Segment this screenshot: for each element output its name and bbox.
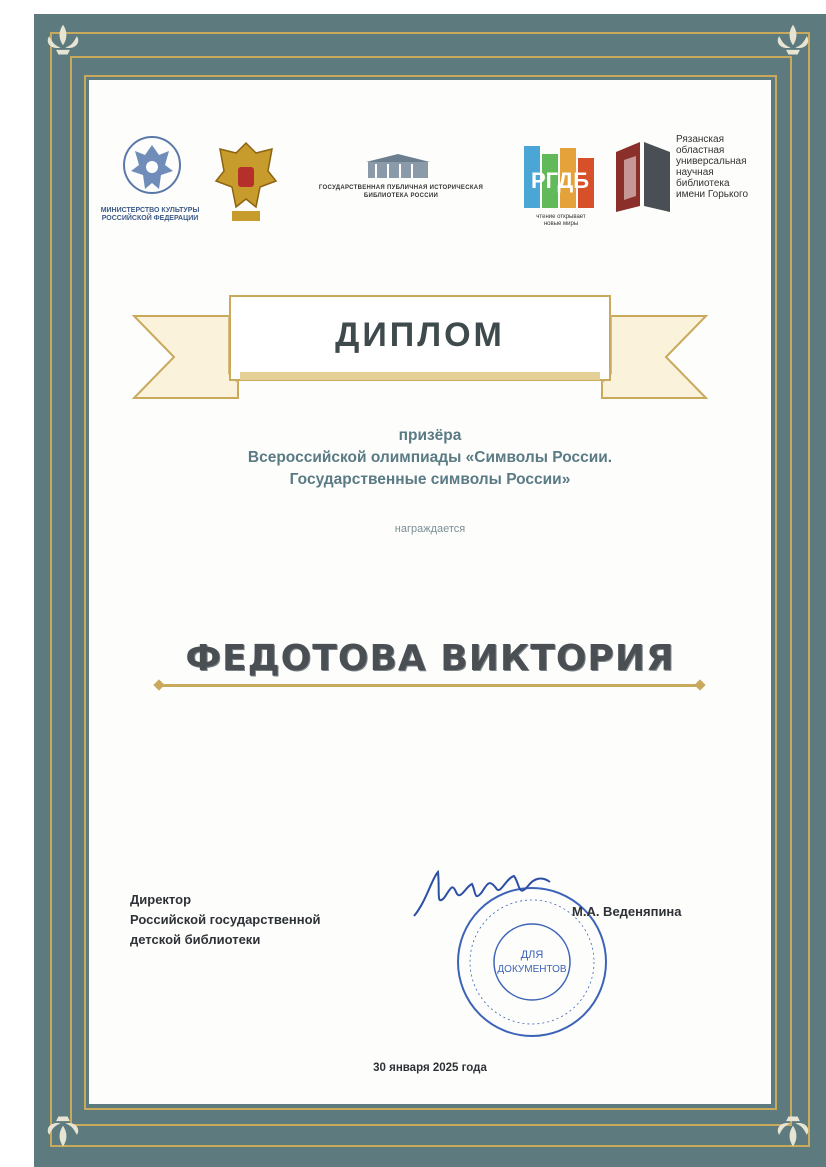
library-building-icon: [362, 152, 434, 180]
coat-of-arms-logo: [210, 137, 282, 225]
ryazan-line-3: универсальная: [676, 156, 747, 167]
recipient-underline: [160, 684, 700, 687]
fleur-de-lis-icon: [40, 20, 86, 66]
rgdb-logo: [520, 140, 602, 230]
signatory-name: М.А. Веденяпина: [572, 904, 682, 919]
ryazan-line-5: библиотека: [676, 178, 730, 189]
coat-of-arms-icon: [210, 137, 282, 225]
fleur-de-lis-icon: [40, 1105, 86, 1151]
ministry-text-line2: РОССИЙСКОЙ ФЕДЕРАЦИИ: [101, 215, 199, 222]
stamp-center-line1: ДЛЯ: [520, 949, 544, 961]
eagle-emblem-icon: [117, 135, 187, 205]
historical-library-text-line2: БИБЛИОТЕКА РОССИИ: [363, 193, 439, 199]
rgdb-logo-icon: [520, 140, 600, 212]
diploma-line-3: Государственные символы России»: [289, 471, 571, 488]
recipient-name: ФЕДОТОВА ВИКТОРИЯ: [185, 638, 675, 679]
frame-border-inner: [84, 75, 777, 1110]
rgdb-caption-line1: чтение открывает: [536, 214, 586, 220]
rgdb-logo-text: РГДБ: [530, 168, 590, 193]
issue-date: 30 января 2025 года: [373, 1062, 487, 1074]
director-title-line2: Российской государственной: [130, 912, 321, 927]
historical-library-logo: [290, 152, 512, 207]
awarded-label: награждается: [394, 523, 466, 535]
fleur-de-lis-icon: [770, 1105, 816, 1151]
ministry-logo: [95, 135, 205, 230]
ministry-text-line1: МИНИСТЕРСТВО КУЛЬТУРЫ: [100, 207, 200, 214]
ryazan-line-2: областная: [676, 145, 725, 156]
diploma-title: ДИПЛОМ: [335, 316, 505, 354]
rgdb-caption-line2: новые миры: [543, 221, 579, 227]
ryazan-line-6: имени Горького: [676, 189, 749, 200]
director-title-line3: детской библиотеки: [130, 932, 261, 947]
historical-library-text-line1: ГОСУДАРСТВЕННАЯ ПУБЛИЧНАЯ ИСТОРИЧЕСКАЯ: [318, 185, 484, 191]
ryazan-library-logo: [614, 134, 764, 214]
ryazan-line-1: Рязанская: [676, 134, 724, 145]
books-logo-icon: [614, 138, 672, 214]
diploma-line-2: Всероссийской олимпиады «Символы России.: [247, 449, 613, 466]
director-title-line1: Директор: [130, 892, 192, 907]
stamp-center-line2: ДОКУМЕНТОВ: [497, 964, 567, 975]
handwritten-signature: [410, 862, 570, 922]
diploma-line-1: призёра: [398, 427, 462, 444]
ryazan-line-4: научная: [676, 167, 714, 178]
fleur-de-lis-icon: [770, 20, 816, 66]
